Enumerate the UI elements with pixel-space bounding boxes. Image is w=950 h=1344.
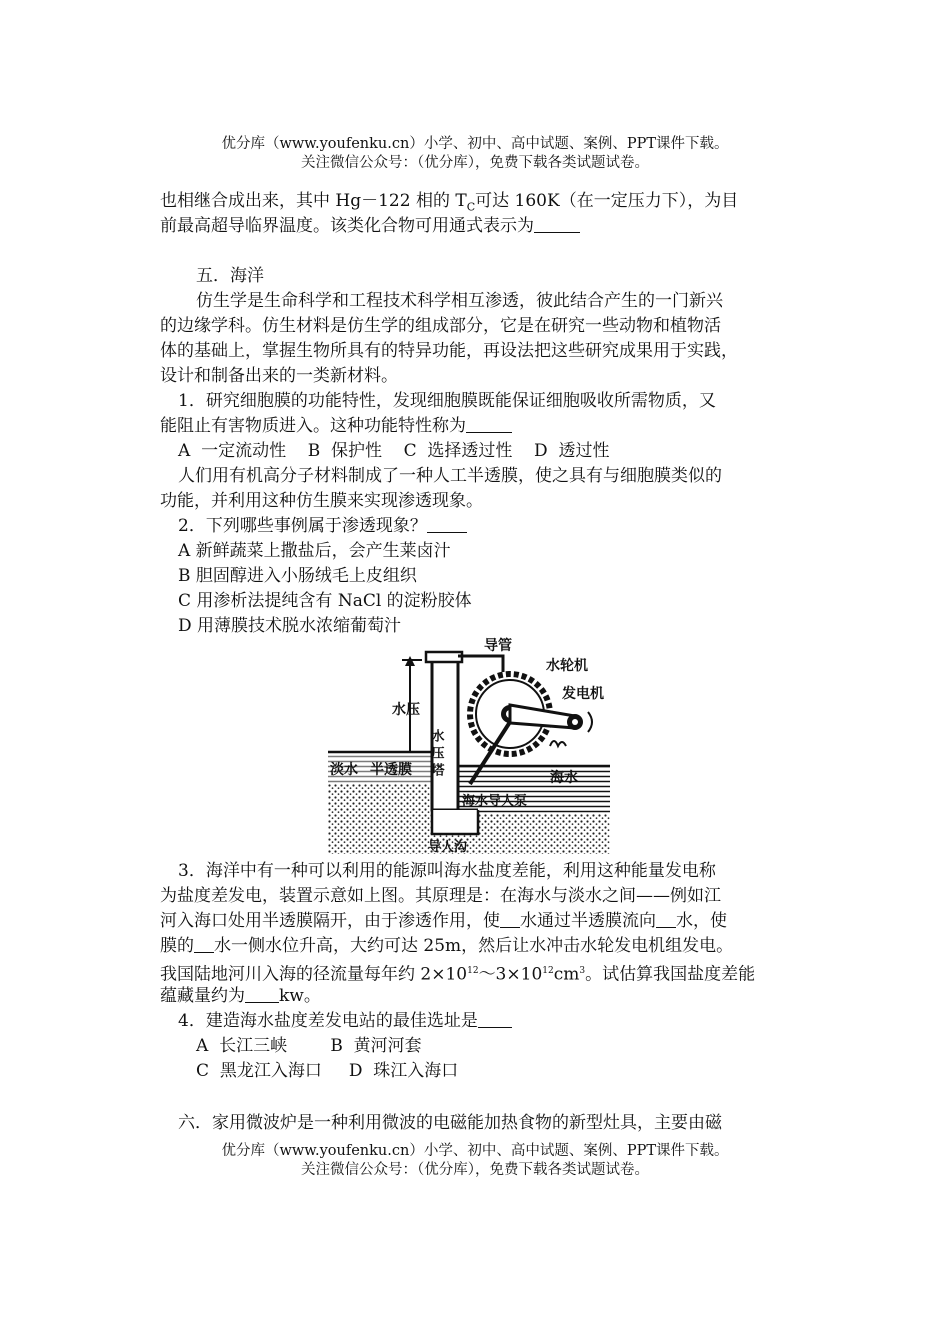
q2-option-a: A 新鲜蔬菜上撒盐后，会产生莱卤汁 <box>178 541 451 561</box>
q3-line-3: 河入海口处用半透膜隔开，由于渗透作用，使 水通过半透膜流向 水，使 <box>160 911 727 931</box>
q2-option-c: C 用渗析法提纯含有 NaCl 的淀粉胶体 <box>178 591 472 611</box>
q1-answer-blank[interactable] <box>466 416 512 433</box>
tower-top <box>426 652 462 662</box>
header-line-2: 关注微信公众号：（优分库），免费下载各类试题试卷。 <box>301 155 649 171</box>
label-tower: 水压塔 <box>428 729 444 780</box>
intro-line-4: 设计和制备出来的一类新材料。 <box>160 366 398 386</box>
salinity-power-diagram <box>328 634 613 856</box>
q3-line-5: 我国陆地河川入海的径流量每年约 $2\times 10^{12}\sim 3\times 10^{12}cm^3$。试估算我国盐度差能 <box>160 964 756 985</box>
label-membrane: 半透膜 <box>370 762 412 778</box>
section-6-line-1: 六．家用微波炉是一种利用微波的电磁能加热食物的新型灶具，主要由磁 <box>178 1113 722 1133</box>
q4-answer-blank[interactable] <box>478 1011 512 1028</box>
label-turbine: 水轮机 <box>546 658 588 674</box>
header-line-1: 优分库（www.youfenku.cn）小学、初中、高中试题、案例、PPT课件下载。 <box>221 136 729 152</box>
q4-stem: 4．建造海水盐度差发电站的最佳选址是 <box>178 1009 512 1034</box>
intro-line-1: 仿生学是生命科学和工程技术科学相互渗透，彼此结合产生的一门新兴 <box>196 291 723 311</box>
footer-line-1: 优分库（www.youfenku.cn）小学、初中、高中试题、案例、PPT课件下载。 <box>221 1143 729 1159</box>
q2-stem: 2．下列哪些事例属于渗透现象？ <box>178 514 467 539</box>
label-pipe: 导管 <box>484 638 512 654</box>
q3-line-6: 蕴藏量约为 kw。 <box>160 986 321 1006</box>
q3-line-1: 3．海洋中有一种可以利用的能源叫海水盐度差能，利用这种能量发电称 <box>178 861 716 881</box>
q3-blank-2[interactable] <box>656 911 676 928</box>
section-5-title: 五．海洋 <box>196 266 264 286</box>
q2-option-b: B 胆固醇进入小肠绒毛上皮组织 <box>178 566 417 586</box>
q2-answer-blank[interactable] <box>427 516 467 533</box>
label-seawater: 海水 <box>550 770 578 786</box>
label-pressure: 水压 <box>392 702 420 718</box>
top-line-2: 前最高超导临界温度。该类化合物可用通式表示为 <box>160 214 580 239</box>
q1-line-1: 1．研究细胞膜的功能特性，发现细胞膜既能保证细胞吸收所需物质，又 <box>178 391 716 411</box>
intro-line-3: 体的基础上，掌握生物所具有的特异功能，再设法把这些研究成果用于实践， <box>160 341 738 361</box>
q1-options: A 一定流动性 B 保护性 C 选择透过性 D 透过性 <box>178 441 610 461</box>
q3-line-2: 为盐度差发电，装置示意如上图。其原理是：在海水与淡水之间——例如江 <box>160 886 721 906</box>
label-pump: 海水导人泵 <box>462 794 528 809</box>
q2-option-d: D 用薄膜技术脱水浓缩葡萄汁 <box>178 616 402 636</box>
q4-options-row-1: A 长江三峡 B 黄河河套 <box>196 1036 422 1056</box>
membrane-line-2: 功能，并利用这种仿生膜来实现渗透现象。 <box>160 491 483 511</box>
q3-line-4: 膜的 水一侧水位升高，大约可达 25m，然后让水冲击水轮发电机组发电。 <box>160 936 734 956</box>
footer-line-2: 关注微信公众号：（优分库），免费下载各类试题试卷。 <box>301 1162 649 1178</box>
top-line-1: 也相继合成出来，其中 Hg－122 相的 $T_C$可达 160K（在一定压力下），为目 <box>160 191 739 214</box>
label-generator: 发电机 <box>562 686 604 702</box>
q3-blank-1[interactable] <box>500 911 520 928</box>
generator-signal <box>588 712 592 732</box>
membrane-line-1: 人们用有机高分子材料制成了一种人工半透膜，使之具有与细胞膜类似的 <box>178 466 722 486</box>
label-fresh-water: 淡水 <box>330 762 358 778</box>
inlet-channel <box>432 810 478 834</box>
guide-pipe <box>458 656 503 672</box>
label-channel: 导人沟 <box>428 840 468 855</box>
answer-blank[interactable] <box>534 216 580 233</box>
outflow-splash <box>550 741 566 746</box>
intro-line-2: 的边缘学科。仿生材料是仿生学的组成部分，它是在研究一些动物和植物活 <box>160 316 721 336</box>
q4-options-row-2: C 黑龙江入海口 D 珠江入海口 <box>196 1061 459 1081</box>
q3-blank-3[interactable] <box>194 936 214 953</box>
q3-blank-4[interactable] <box>245 986 279 1003</box>
q1-line-2: 能阻止有害物质进入。这种功能特性称为 <box>160 414 512 439</box>
